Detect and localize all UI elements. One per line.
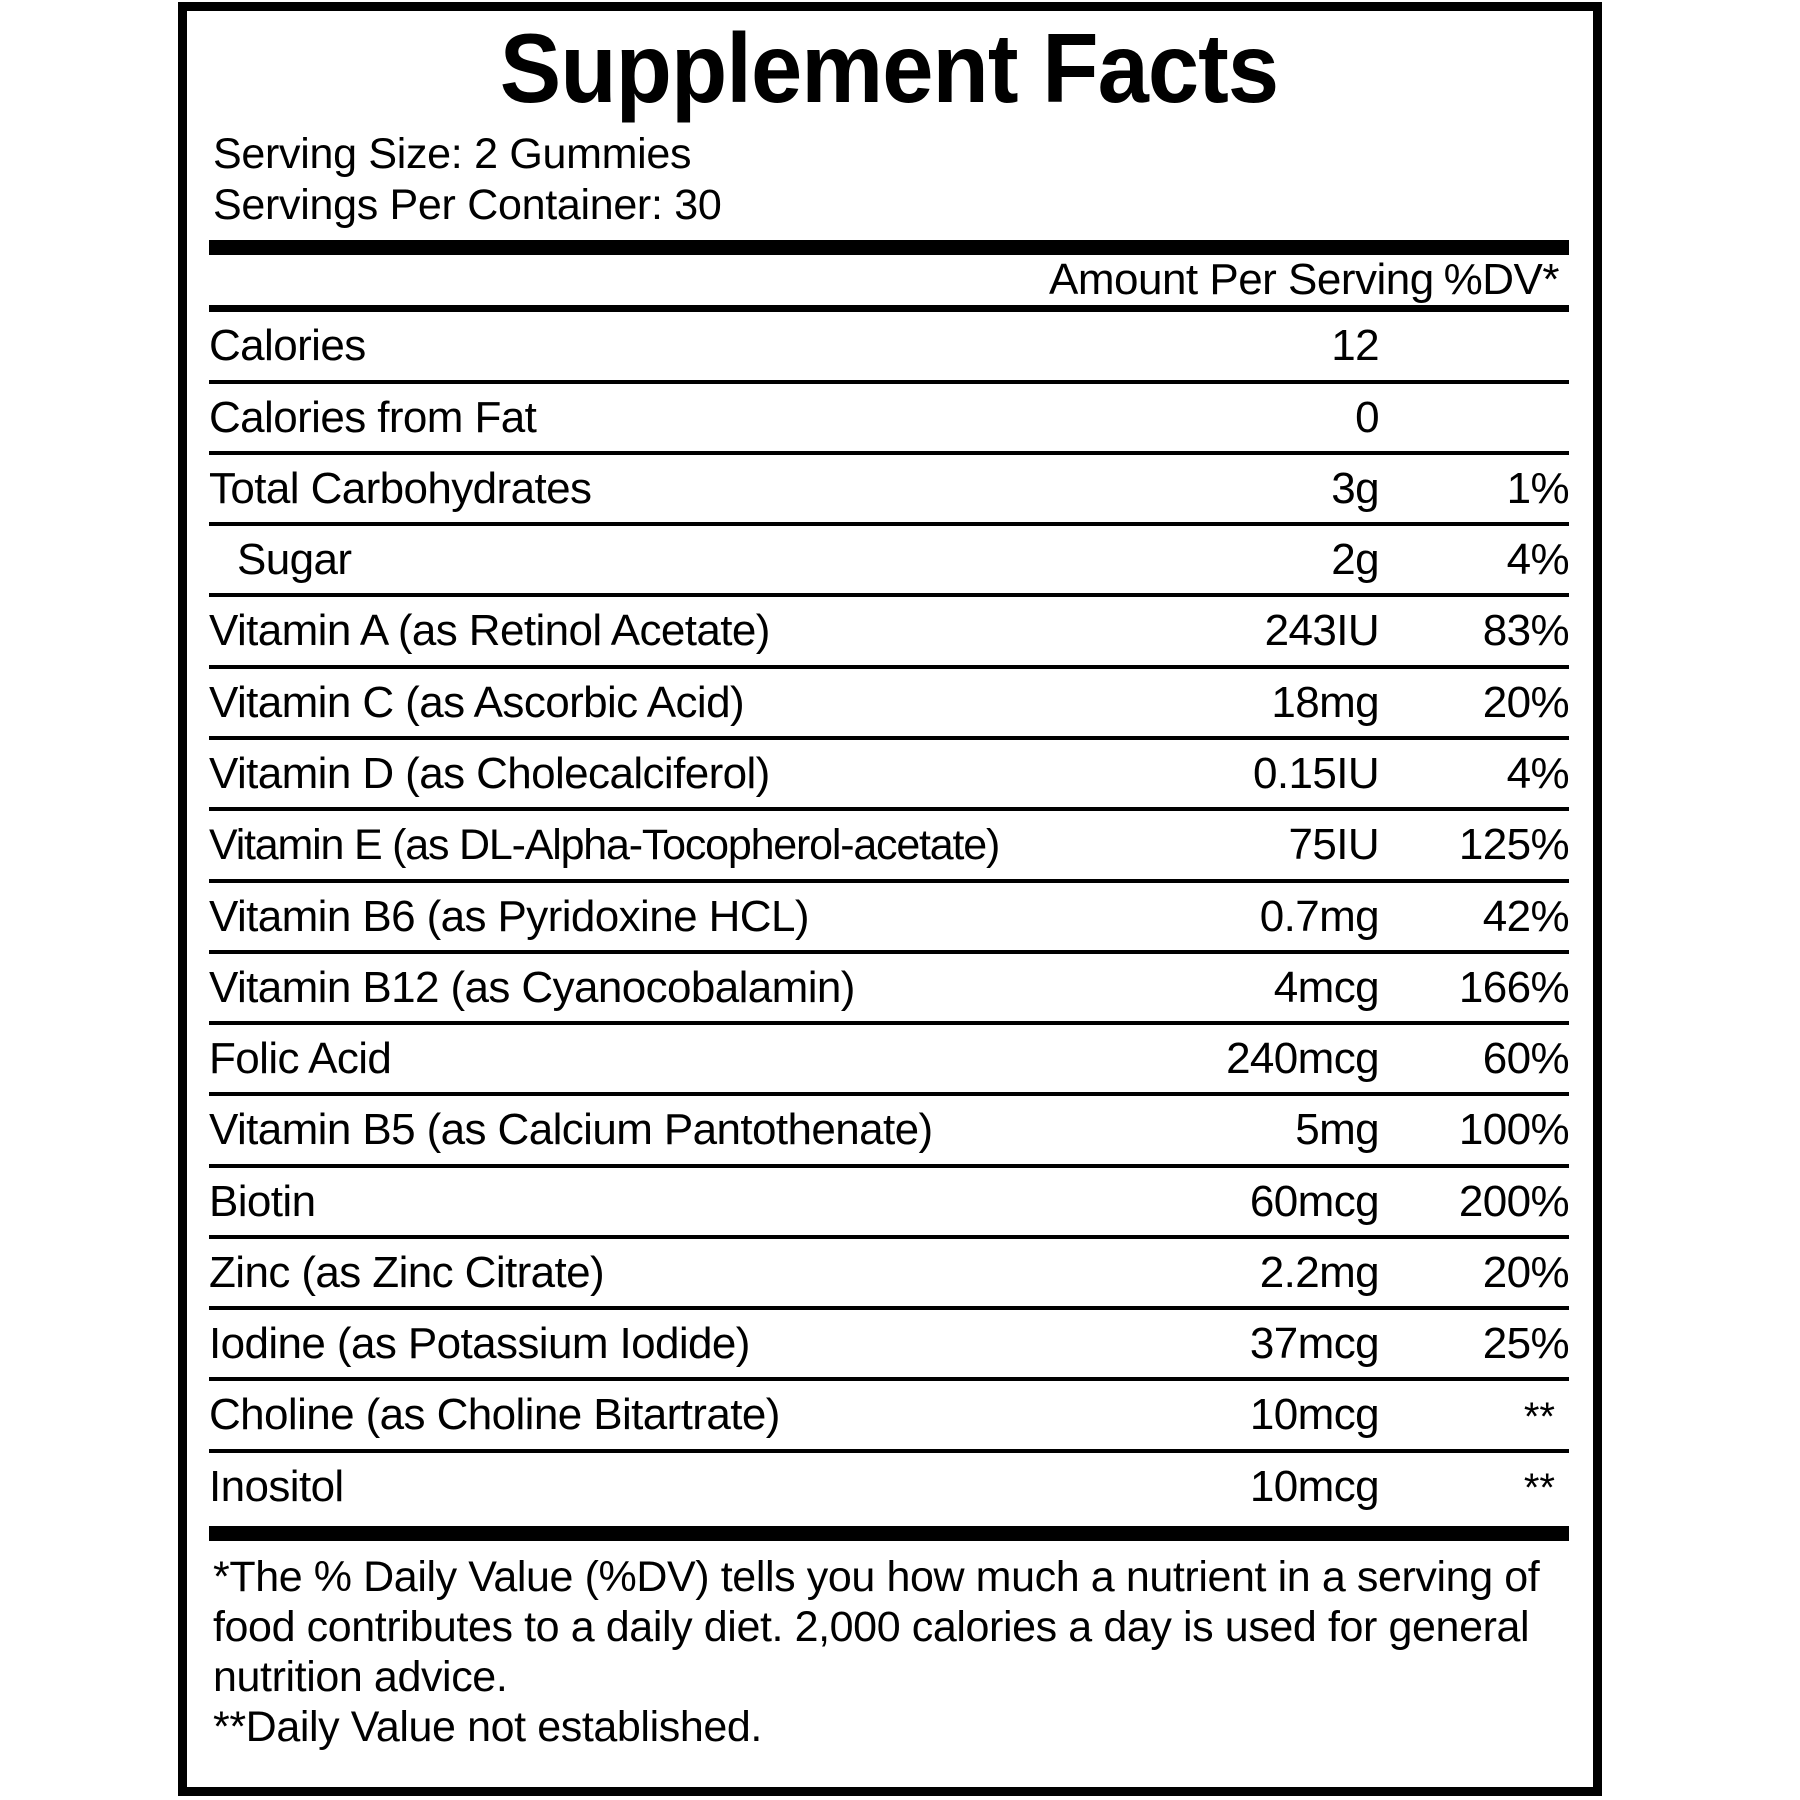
nutrient-amount: 75IU [1049, 809, 1379, 880]
header-amount-per-serving: Amount Per Serving [1049, 255, 1434, 305]
nutrient-amount: 18mg [1049, 667, 1379, 738]
table-row [209, 1451, 1569, 1520]
nutrient-name: Vitamin C (as Ascorbic Acid) [209, 667, 1049, 738]
nutrient-name: Vitamin B6 (as Pyridoxine HCL) [209, 881, 1049, 952]
nutrient-amount: 10mcg [1049, 1379, 1379, 1450]
nutrient-amount: 243IU [1049, 595, 1379, 666]
nutrient-name: Biotin [209, 1166, 1049, 1237]
nutrient-amount: 37mcg [1049, 1308, 1379, 1379]
nutrient-daily-value [1379, 312, 1569, 381]
nutrient-daily-value: 200% [1379, 1166, 1569, 1237]
nutrient-name: Zinc (as Zinc Citrate) [209, 1237, 1049, 1308]
nutrient-daily-value: 100% [1379, 1094, 1569, 1165]
nutrition-table [209, 255, 1569, 305]
nutrient-amount: 5mg [1049, 1094, 1379, 1165]
table-row [209, 453, 1569, 524]
nutrient-daily-value: 83% [1379, 595, 1569, 666]
table-row [209, 952, 1569, 1023]
nutrient-daily-value: ** [1379, 1451, 1569, 1520]
nutrient-amount: 2g [1049, 524, 1379, 595]
nutrient-daily-value: 42% [1379, 881, 1569, 952]
nutrient-daily-value: 4% [1379, 524, 1569, 595]
table-row [209, 667, 1569, 738]
nutrient-daily-value: 20% [1379, 667, 1569, 738]
nutrient-amount: 3g [1049, 453, 1379, 524]
table-row [209, 312, 1569, 381]
nutrient-amount: 2.2mg [1049, 1237, 1379, 1308]
nutrient-rows-body [209, 312, 1569, 1520]
nutrient-daily-value: 1% [1379, 453, 1569, 524]
nutrient-daily-value: 60% [1379, 1023, 1569, 1094]
table-row [209, 524, 1569, 595]
nutrient-name: Vitamin A (as Retinol Acetate) [209, 595, 1049, 666]
nutrient-amount: 240mcg [1049, 1023, 1379, 1094]
table-row [209, 881, 1569, 952]
nutrient-amount: 0.15IU [1049, 738, 1379, 809]
nutrient-daily-value: 20% [1379, 1237, 1569, 1308]
nutrient-amount: 12 [1331, 321, 1379, 371]
table-row [209, 738, 1569, 809]
nutrient-name: Calories [209, 321, 366, 371]
nutrient-name: Vitamin B12 (as Cyanocobalamin) [209, 952, 1049, 1023]
nutrient-name: Calories from Fat [209, 382, 1049, 453]
divider-thick-bottom [209, 1526, 1569, 1541]
supplement-facts-panel [178, 2, 1602, 1796]
table-row [209, 382, 1569, 453]
footnote-block [213, 1553, 1569, 1753]
table-row [209, 1237, 1569, 1308]
nutrient-daily-value: 25% [1379, 1308, 1569, 1379]
divider-below-header [209, 305, 1569, 312]
nutrient-daily-value [1379, 382, 1569, 453]
table-row [209, 595, 1569, 666]
nutrient-name: Folic Acid [209, 1023, 1049, 1094]
footnote-daily-value: *The % Daily Value (%DV) tells you how much a nutrient in a serving of food contributes to a daily diet. 2,000 calories a day is used for general nutrition advice. [213, 1552, 1540, 1701]
table-row [209, 809, 1569, 880]
nutrient-name: Choline (as Choline Bitartrate) [209, 1379, 1049, 1450]
table-row [209, 1166, 1569, 1237]
nutrient-name: Vitamin E (as DL-Alpha-Tocopherol-acetate) [209, 809, 1049, 880]
nutrient-name: Iodine (as Potassium Iodide) [209, 1308, 1049, 1379]
page-title: Supplement Facts [499, 13, 1279, 123]
nutrient-amount: 10mcg [1049, 1451, 1379, 1520]
nutrient-amount: 4mcg [1049, 952, 1379, 1023]
nutrient-rows-table [209, 312, 1569, 1520]
nutrient-daily-value: 125% [1379, 809, 1569, 880]
nutrient-name: Sugar [209, 524, 1049, 595]
nutrient-daily-value: 4% [1379, 738, 1569, 809]
nutrient-name: Vitamin D (as Cholecalciferol) [209, 738, 1049, 809]
nutrient-daily-value: 166% [1379, 952, 1569, 1023]
serving-size: Serving Size: 2 Gummies [213, 129, 692, 178]
table-row [209, 1023, 1569, 1094]
table-row [209, 1308, 1569, 1379]
nutrient-name: Vitamin B5 (as Calcium Pantothenate) [209, 1094, 1049, 1165]
label-inner [209, 11, 1569, 1752]
header-percent-dv: %DV* [1443, 255, 1559, 305]
serving-info [213, 129, 1569, 230]
nutrient-name: Inositol [209, 1451, 1049, 1520]
divider-thick-top [209, 240, 1569, 255]
nutrient-name: Total Carbohydrates [209, 453, 1049, 524]
nutrient-amount: 60mcg [1049, 1166, 1379, 1237]
nutrient-amount: 0 [1049, 382, 1379, 453]
servings-per-container: Servings Per Container: 30 [213, 180, 722, 229]
footnote-not-established: **Daily Value not established. [213, 1702, 762, 1751]
table-row [209, 1094, 1569, 1165]
nutrient-daily-value: ** [1379, 1379, 1569, 1450]
table-header-row [209, 255, 1569, 305]
table-row [209, 1379, 1569, 1450]
nutrient-amount: 0.7mg [1049, 881, 1379, 952]
header-blank [209, 255, 1049, 305]
